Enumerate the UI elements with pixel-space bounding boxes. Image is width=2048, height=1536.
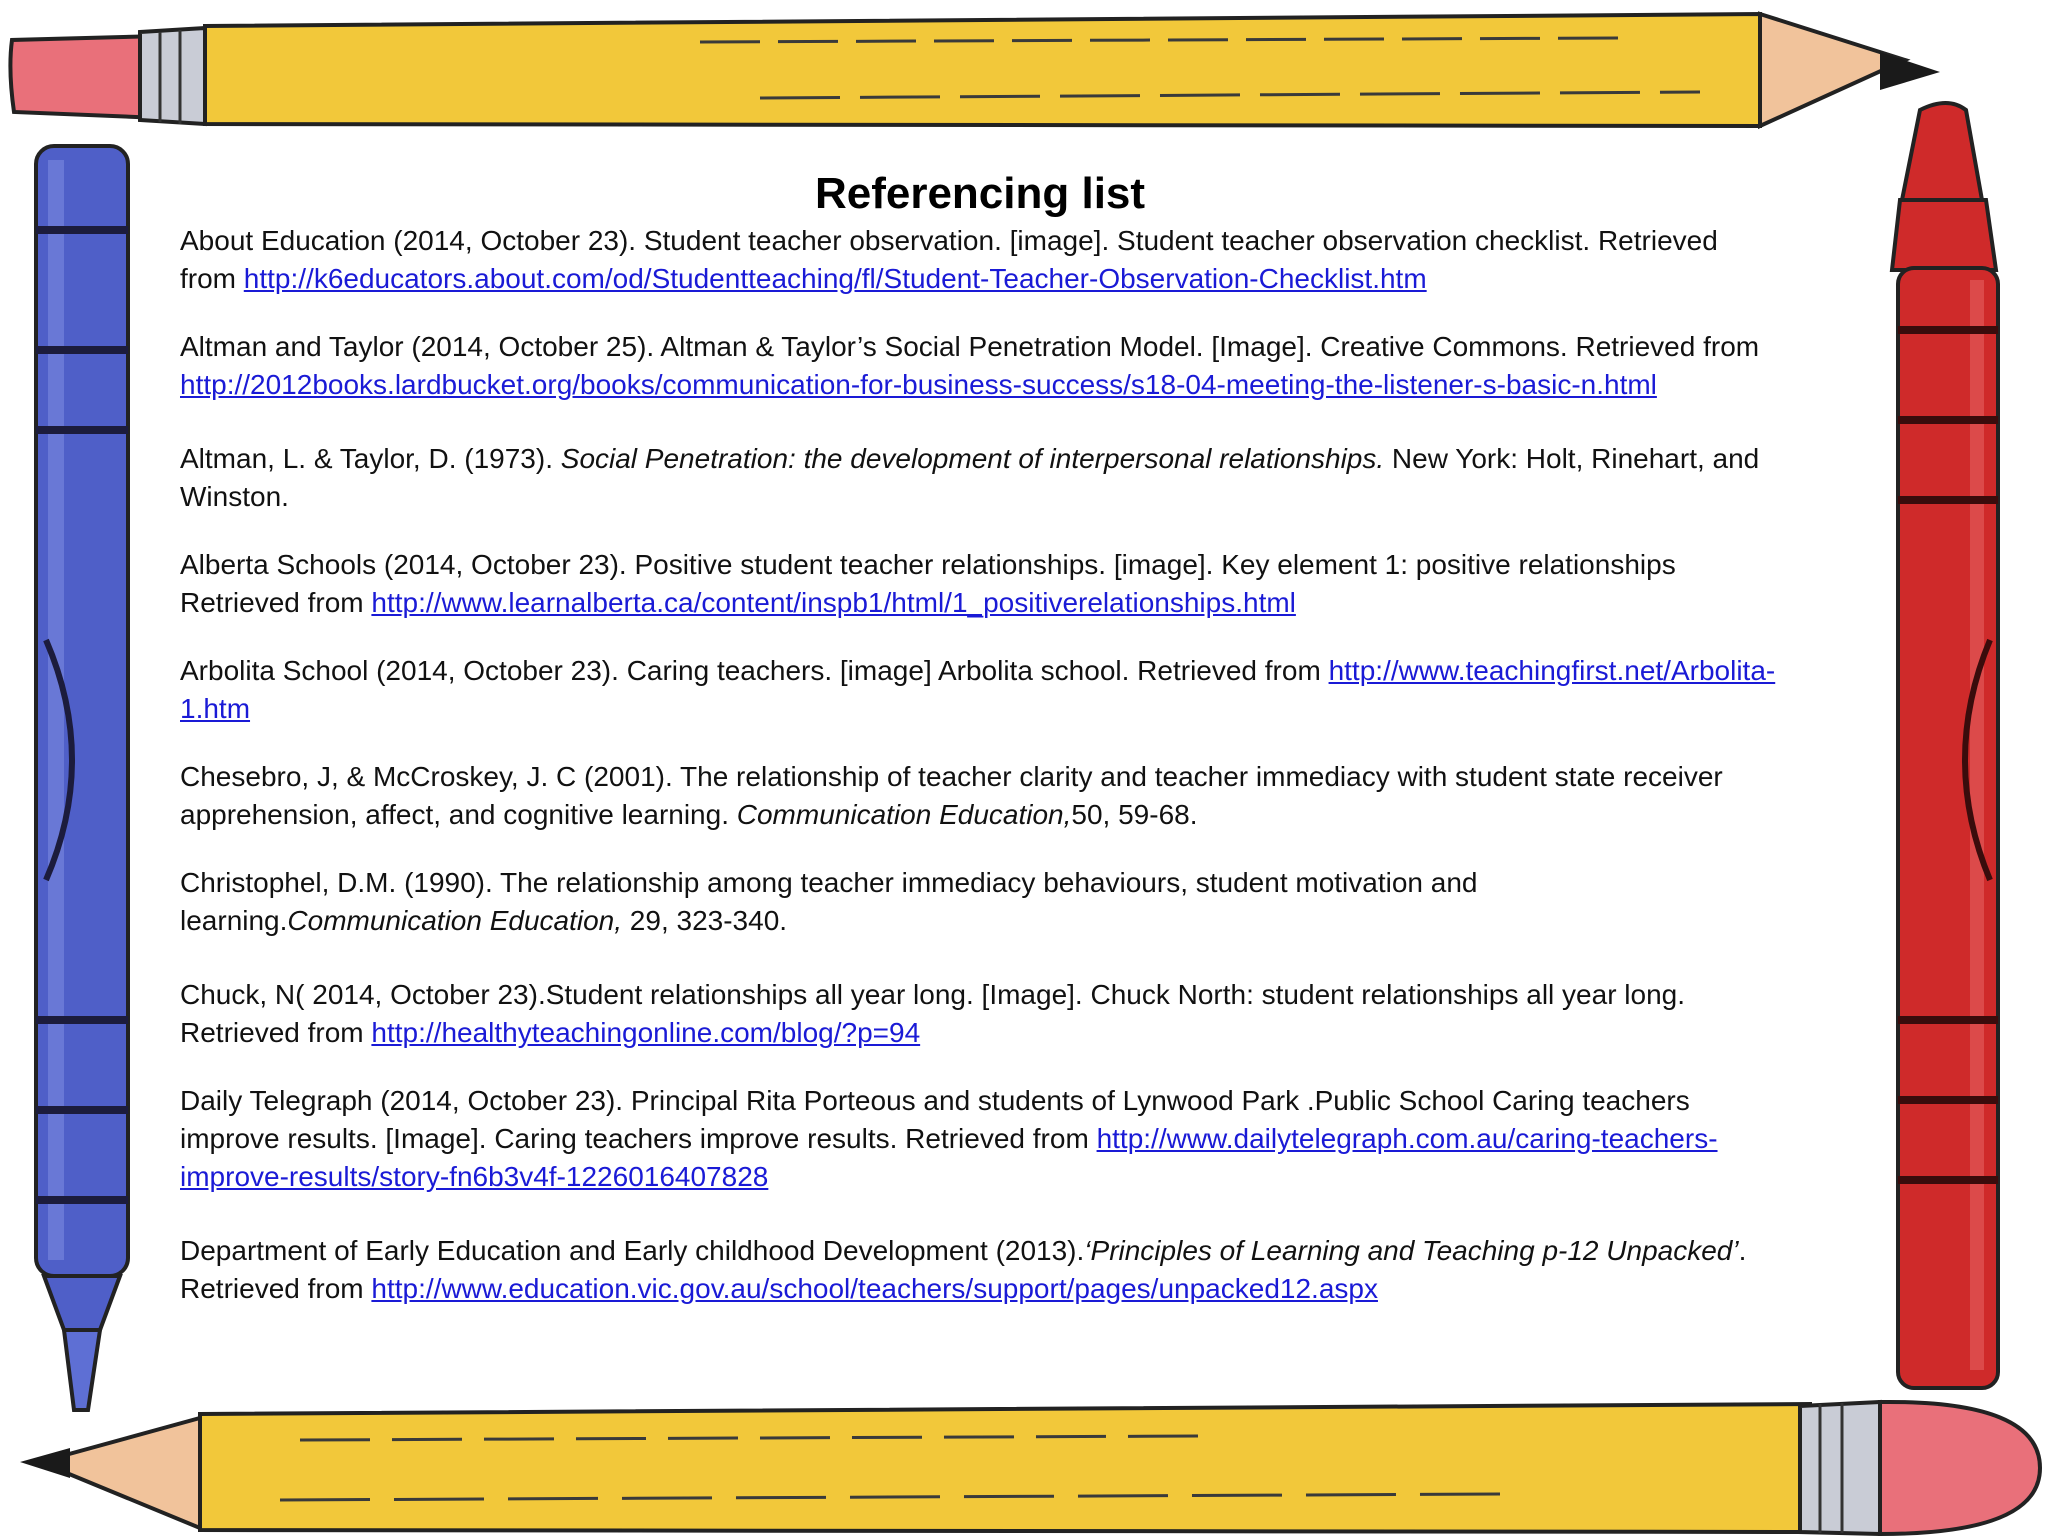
reference-italic-title: ‘Principles of Learning and Teaching p-12 Unpacked’: [1084, 1235, 1739, 1266]
reference-text-tail: 50, 59-68.: [1071, 799, 1198, 830]
reference-text: Chuck, N( 2014, October 23).Student relationships all year long. [Image]. Chuck North: student relationships all year long. Retrieved from: [180, 979, 1686, 1048]
reference-text-tail: . Retrieved from: [180, 1235, 1747, 1304]
reference-text-tail: New York: Holt, Rinehart, and Winston.: [180, 443, 1760, 512]
reference-italic-title: Communication Education,: [287, 905, 623, 936]
reference-entry: [180, 546, 1780, 622]
reference-entry: [180, 328, 1780, 404]
reference-entry: [180, 1232, 1780, 1308]
reference-italic-title: Social Penetration: the development of interpersonal relationships.: [560, 443, 1385, 474]
reference-entry: [180, 758, 1780, 834]
reference-entry: [180, 864, 1780, 940]
right-crayon-icon: [1892, 103, 1998, 1388]
reference-text: Christophel, D.M. (1990). The relationship among teacher immediacy behaviours, student motivation and learning.: [180, 867, 1478, 936]
reference-document: [180, 168, 1780, 1308]
reference-link[interactable]: http://www.dailytelegraph.com.au/caring-teachers-improve-results/story-fn6b3v4f-1226016407828: [180, 1123, 1718, 1192]
reference-text: Altman, L. & Taylor, D. (1973).: [180, 443, 561, 474]
reference-text: About Education (2014, October 23). Student teacher observation. [image]. Student teacher observation checklist. Retrieved from: [180, 225, 1718, 294]
reference-entry: [180, 440, 1780, 516]
reference-italic-title: Communication Education,: [736, 799, 1072, 830]
reference-text: Arbolita School (2014, October 23). Caring teachers. [image] Arbolita school. Retrieved from: [180, 655, 1329, 686]
left-crayon-icon: [36, 146, 128, 1410]
reference-text: Daily Telegraph (2014, October 23). Principal Rita Porteous and students of Lynwood Park .Public School Caring teachers improve results. [Image]. Caring teachers improve results. Retrieved from: [180, 1085, 1690, 1154]
reference-entry: [180, 652, 1780, 728]
reference-link[interactable]: http://2012books.lardbucket.org/books/communication-for-business-success/s18-04-meeting-the-listener-s-basic-n.html: [180, 369, 1657, 400]
reference-entry: [180, 976, 1780, 1052]
page-title: Referencing list: [814, 169, 1146, 218]
reference-link[interactable]: http://www.learnalberta.ca/content/inspb1/html/1_positiverelationships.html: [371, 587, 1296, 618]
reference-link[interactable]: http://www.teachingfirst.net/Arbolita-1.htm: [180, 655, 1776, 724]
reference-text-tail: 29, 323-340.: [622, 905, 788, 936]
reference-text: Chesebro, J, & McCroskey, J. C (2001). The relationship of teacher clarity and teacher immediacy with student state receiver apprehension, affect, and cognitive learning.: [180, 761, 1723, 830]
reference-link[interactable]: http://k6educators.about.com/od/Studentteaching/fl/Student-Teacher-Observation-Checklist.htm: [243, 263, 1427, 294]
reference-link[interactable]: http://www.education.vic.gov.au/school/teachers/support/pages/unpacked12.aspx: [371, 1273, 1378, 1304]
reference-text: Altman and Taylor (2014, October 25). Altman & Taylor’s Social Penetration Model. [Image]. Creative Commons. Retrieved from: [180, 331, 1760, 362]
reference-text: Alberta Schools (2014, October 23). Positive student teacher relationships. [image]. Key element 1: positive relationships Retrieved from: [180, 549, 1676, 618]
bottom-pencil-icon: [20, 1402, 2040, 1534]
reference-link[interactable]: http://healthyteachingonline.com/blog/?p=94: [371, 1017, 921, 1048]
reference-text: Department of Early Education and Early childhood Development (2013).: [180, 1235, 1085, 1266]
reference-entry: [180, 1082, 1780, 1196]
top-pencil-icon: [10, 14, 1940, 126]
reference-entry: [180, 222, 1780, 298]
